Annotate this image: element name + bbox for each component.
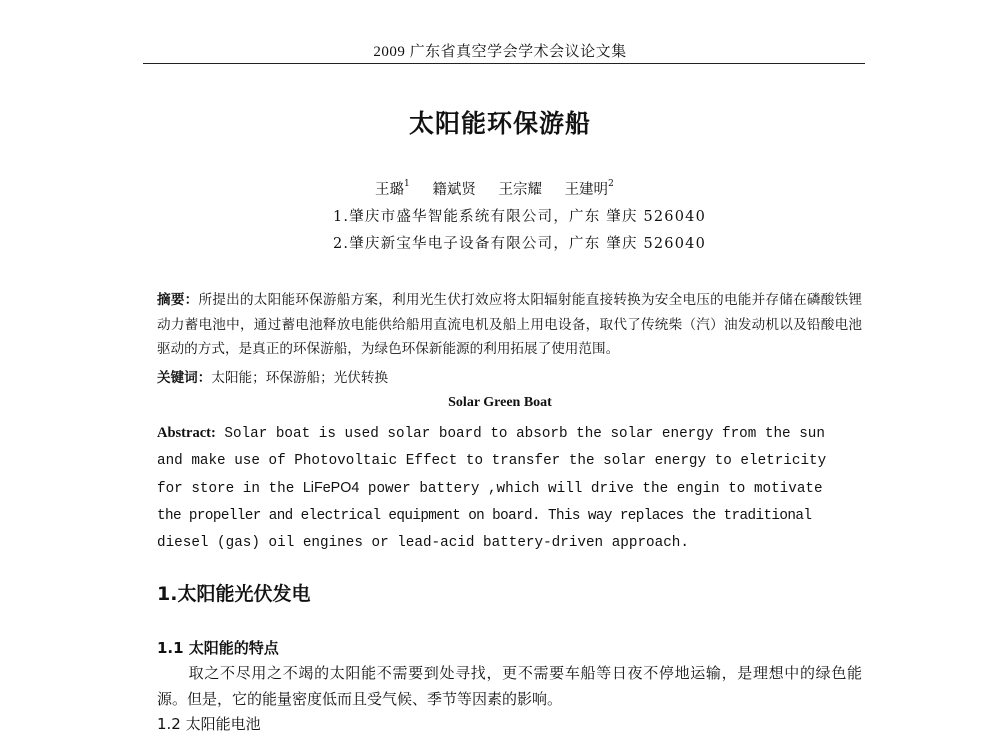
subsection-heading-partial: 1.2 太阳能电池 <box>157 715 261 733</box>
keywords-text: 太阳能；环保游船；光伏转换 <box>211 370 389 386</box>
keywords-label: 关键词： <box>157 370 212 386</box>
abstract-line: for store in the LiFePO4 power battery ,which will drive the engin to motivate <box>157 480 823 497</box>
author: 籍斌贤 <box>432 182 476 198</box>
affiliation-2: 2.肇庆新宝华电子设备有限公司，广东 肇庆 526040 <box>333 236 707 252</box>
abstract-line: diesel (gas) oil engines or lead-acid battery-driven approach. <box>157 535 689 551</box>
abstract-line: Abstract: Solar boat is used solar board to absorb the solar energy from the sun <box>157 425 825 442</box>
english-abstract-label: Abstract: <box>157 425 216 441</box>
abstract-text: 所提出的太阳能环保游船方案，利用光生伏打效应将太阳辐射能直接转换为安全电压的电能并存储在磷酸铁锂动力蓄电池中，通过蓄电池释放电能供给船用直流电机及船上用电设备，取代了传统柴（汽）油发动机以及铅酸电池驱动的方式，是真正的环保游船，为绿色环保新能源的利用拓展了使用范围。 <box>157 292 862 357</box>
section-heading: 1.太阳能光伏发电 <box>157 583 311 605</box>
subsection-heading: 1.1 太阳能的特点 <box>157 639 279 657</box>
author: 王宗耀 <box>498 182 542 198</box>
body-paragraph: 取之不尽用之不竭的太阳能不需要到处寻找，更不需要车船等日夜不停地运输，是理想中的绿色能源。但是，它的能量密度低而且受气候、季节等因素的影响。 <box>157 664 862 708</box>
author-list <box>375 178 632 199</box>
running-header: 2009 广东省真空学会学术会议论文集 <box>373 44 627 60</box>
english-title: Solar Green Boat <box>448 395 552 410</box>
keywords <box>157 366 388 386</box>
chinese-abstract <box>157 288 862 362</box>
author: 王建明$^2$ <box>564 179 614 198</box>
header-rule <box>143 63 865 64</box>
english-abstract <box>157 420 862 557</box>
chemical-formula: LiFePO4 <box>302 480 360 496</box>
abstract-line: and make use of Photovoltaic Effect to transfer the solar energy to eletricity <box>157 453 827 469</box>
author: 王璐$^1$ <box>375 179 410 198</box>
affiliation-1: 1.肇庆市盛华智能系统有限公司，广东 肇庆 526040 <box>333 209 707 225</box>
paper-title: 太阳能环保游船 <box>408 109 591 138</box>
abstract-label: 摘要： <box>157 292 199 308</box>
abstract-line: the propeller and electrical equipment on board. This way replaces the traditional <box>157 508 812 524</box>
